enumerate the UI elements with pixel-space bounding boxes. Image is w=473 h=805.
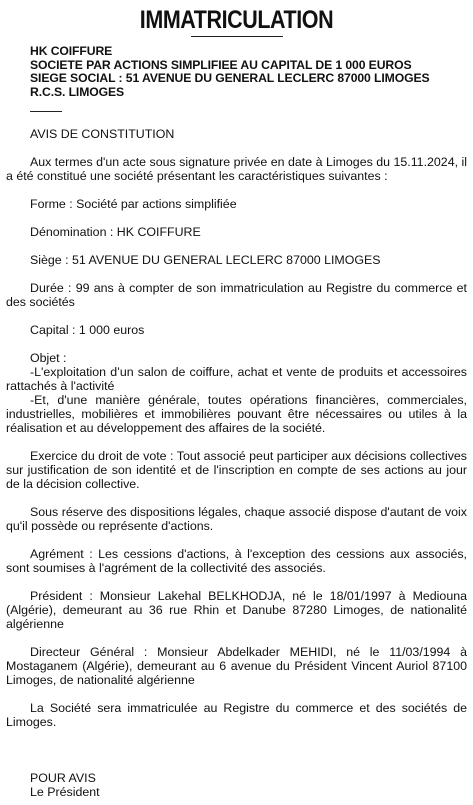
objet-item-2: -Et, d'une manière générale, toutes opérations financières, commerciales, industrielles, mobilières et immobilières pouvant être nécessaires ou utiles à la réalisation et au développement des affaires de la société. — [6, 393, 467, 435]
paragraph-intro: Aux termes d'un acte sous signature privée en date à Limoges du 15.11.2024, il a été constitué une société présentant les caractéristiques suivantes : — [6, 155, 467, 183]
paragraph-capital: Capital : 1 000 euros — [30, 323, 145, 337]
paragraph-duree: Durée : 99 ans à compter de son immatriculation au Registre du commerce et des sociétés — [6, 281, 467, 309]
company-name: HK COIFFURE — [30, 44, 113, 58]
header-separator — [30, 111, 62, 112]
avis-title: AVIS DE CONSTITUTION — [30, 127, 175, 141]
paragraph-agrement: Agrément : Les cessions d'actions, à l'exception des cessions aux associés, sont soumises à l'agrément de la collectivité des associés. — [6, 547, 467, 575]
title-underline — [191, 36, 283, 37]
paragraph-siege: Siège : 51 AVENUE DU GENERAL LECLERC 87000 LIMOGES — [30, 253, 381, 267]
objet-section — [6, 351, 467, 435]
company-form-capital: SOCIETE PAR ACTIONS SIMPLIFIEE AU CAPITAL DE 1 000 EUROS — [30, 57, 412, 72]
company-head-office: SIEGE SOCIAL : 51 AVENUE DU GENERAL LECLERC 87000 LIMOGES — [30, 71, 430, 85]
paragraph-immatriculation: La Société sera immatriculée au Registre du commerce et des sociétés de Limoges. — [6, 701, 467, 729]
company-header — [30, 45, 467, 99]
notice-title: IMMATRICULATION — [139, 6, 334, 34]
objet-item-1: -L'exploitation d’un salon de coiffure, achat et vente de produits et accessoires rattachés à l'activité — [6, 365, 467, 393]
paragraph-president: Président : Monsieur Lakehal BELKHODJA, né le 18/01/1997 à Mediouna (Algérie), demeurant au 36 rue Rhin et Danube 87280 Limoges, de nationalité algérienne — [6, 589, 467, 631]
objet-label: Objet : — [30, 351, 67, 365]
signature-role: Le Président — [30, 785, 100, 799]
paragraph-reserve: Sous réserve des dispositions légales, chaque associé dispose d'autant de voix qu'il possède ou représente d'actions. — [6, 505, 467, 533]
paragraph-directeur-general: Directeur Général : Monsieur Abdelkader MEHIDI, né le 11/03/1994 à Mostaganem (Algérie), demeurant au 6 avenue du Président Vincent Auriol 87100 Limoges, de nationalité algérienne — [6, 645, 467, 687]
paragraph-vote: Exercice du droit de vote : Tout associé peut participer aux décisions collectives sur justification de son identité et de l'inscription en compte de ses actions au jour de la décision collective. — [6, 449, 467, 491]
signature-pour-avis: POUR AVIS — [30, 771, 96, 785]
paragraph-denomination: Dénomination : HK COIFFURE — [30, 225, 201, 239]
company-rcs: R.C.S. LIMOGES — [30, 84, 125, 99]
paragraph-forme: Forme : Société par actions simplifiée — [30, 197, 237, 211]
signature-block — [6, 771, 467, 799]
